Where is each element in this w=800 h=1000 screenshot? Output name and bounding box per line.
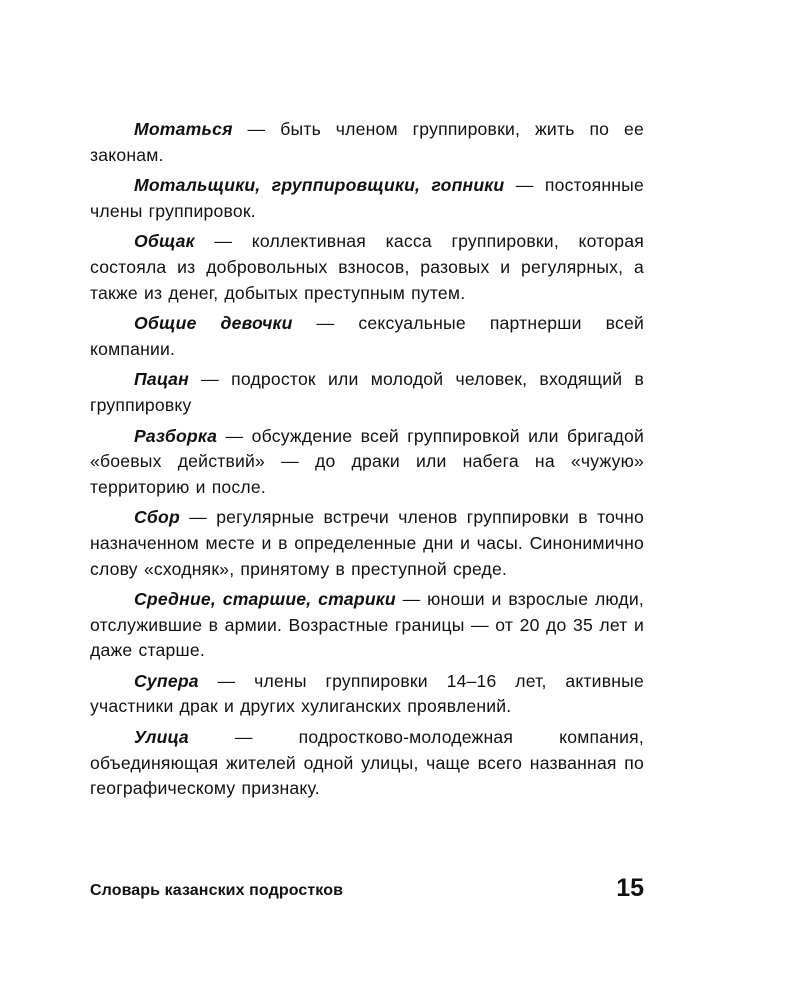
page-number: 15 bbox=[616, 874, 644, 902]
entry-definition: — быть членом группировки, жить по ее законам. bbox=[90, 119, 644, 165]
entry-srednie-starshie bbox=[90, 587, 644, 664]
entry-motatsya bbox=[90, 117, 644, 168]
entry-definition: — сексуальные партнерши всей компании. bbox=[90, 313, 644, 359]
entry-term: Мотаться bbox=[134, 119, 233, 139]
entry-obshchak bbox=[90, 229, 644, 306]
entry-ulitsa bbox=[90, 725, 644, 802]
entry-motalshchiki bbox=[90, 173, 644, 224]
entry-term: Сбор bbox=[134, 507, 180, 528]
entry-term: Средние, старшие, старики bbox=[134, 589, 396, 610]
entry-sbor bbox=[90, 505, 644, 582]
entry-term: Разборка bbox=[134, 425, 218, 446]
entry-term: Мотальщики, группировщики, гопники bbox=[134, 175, 505, 196]
entry-supera bbox=[90, 669, 644, 720]
entry-definition: — подростково-молодежная компания, объединяющая жителей одной улицы, чаще всего названная по географическому признаку. bbox=[90, 727, 644, 799]
entry-term: Общак bbox=[134, 231, 195, 252]
entry-definition: — обсуждение всей группировкой или бригадой «боевых действий» — до драки или набега на «чужую» территорию и после. bbox=[90, 425, 644, 497]
entry-term: Улица bbox=[134, 727, 189, 748]
dictionary-entries bbox=[90, 117, 644, 807]
entry-razborka bbox=[90, 424, 644, 501]
book-title: Словарь казанских подростков bbox=[90, 882, 344, 899]
entry-term: Супера bbox=[134, 670, 199, 691]
entry-term: Пацан bbox=[134, 369, 189, 390]
entry-obshchie-devochki bbox=[90, 311, 644, 362]
page-footer bbox=[90, 874, 644, 904]
entry-definition: — регулярные встречи членов группировки в точно назначенном месте и в определенные дни и часы. Синонимично слову «сходняк», принятому в преступной среде. bbox=[90, 507, 644, 579]
entry-term: Общие девочки bbox=[134, 313, 293, 334]
entry-definition: — подросток или молодой человек, входящий в группировку bbox=[90, 369, 644, 415]
entry-definition: — члены группировки 14–16 лет, активные участники драк и других хулиганских проявлений. bbox=[90, 670, 644, 717]
entry-definition: — постоянные члены группировок. bbox=[90, 175, 644, 221]
entry-definition: — юноши и взрослые люди, отслужившие в армии. Возрастные границы — от 20 до 35 лет и даже старше. bbox=[90, 589, 645, 661]
entry-definition: — коллективная касса группировки, которая состояла из добровольных взносов, разовых и регулярных, а также из денег, добытых преступным путем. bbox=[90, 231, 644, 303]
entry-patsan bbox=[90, 367, 644, 418]
